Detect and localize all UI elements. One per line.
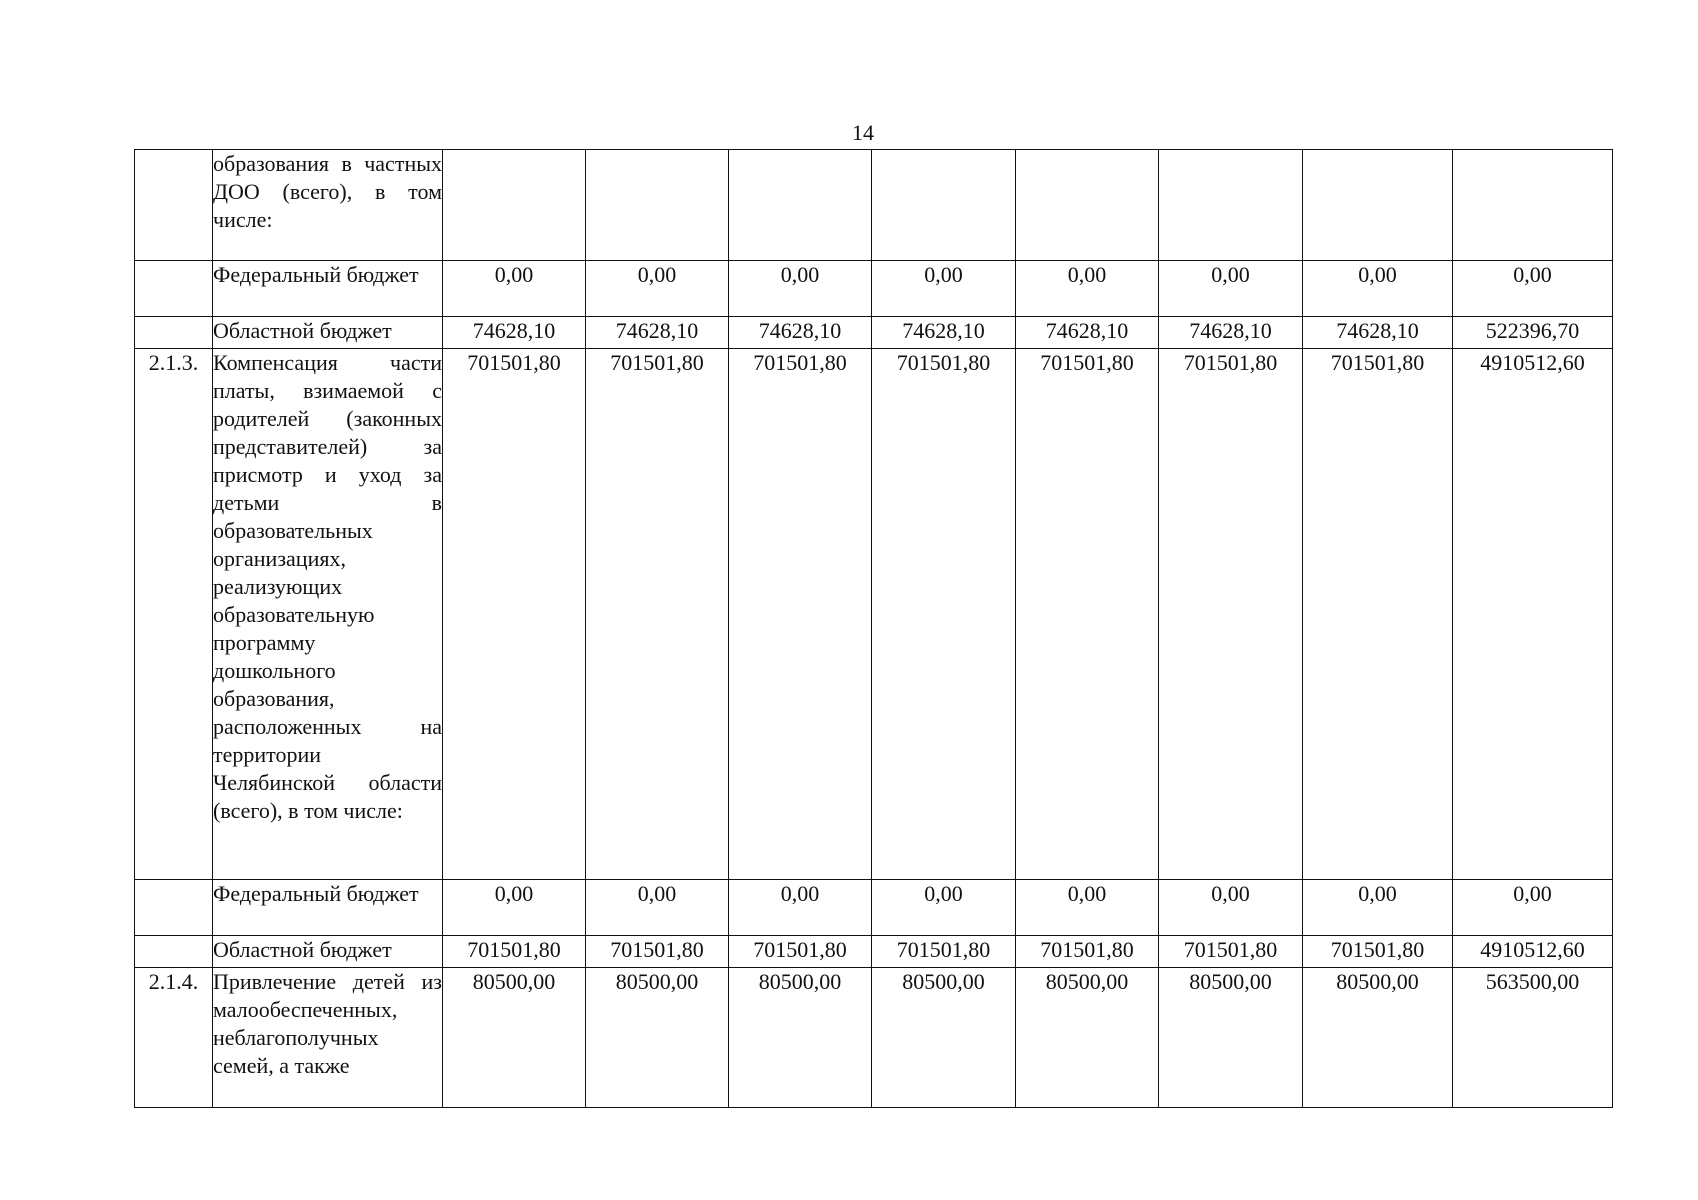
value-cell: 80500,00 [1159, 968, 1303, 1108]
value-cell: 0,00 [586, 261, 729, 317]
value-cell: 80500,00 [1016, 968, 1159, 1108]
value-cell: 80500,00 [443, 968, 586, 1108]
row-description-text: Областной бюджет [213, 937, 392, 962]
row-description-cell [213, 317, 443, 349]
value-cell: 74628,10 [1303, 317, 1453, 349]
value-cell: 701501,80 [1303, 936, 1453, 968]
value-cell: 0,00 [1159, 880, 1303, 936]
value-cell: 80500,00 [872, 968, 1016, 1108]
value-cell: 0,00 [1303, 880, 1453, 936]
row-description-cell [213, 968, 443, 1108]
value-cell: 74628,10 [729, 317, 872, 349]
table-row [135, 880, 1613, 936]
row-code-cell [135, 880, 213, 936]
value-cell: 0,00 [586, 880, 729, 936]
page-number: 14 [852, 120, 874, 145]
table-row [135, 936, 1613, 968]
value-cell: 0,00 [1016, 880, 1159, 936]
value-cell: 0,00 [443, 261, 586, 317]
value-cell [443, 150, 586, 261]
budget-table [134, 149, 1613, 1108]
value-cell [1453, 150, 1613, 261]
row-description-cell [213, 150, 443, 261]
row-description-cell [213, 349, 443, 880]
row-description-text: Федеральный бюджет [213, 262, 419, 287]
value-cell: 80500,00 [586, 968, 729, 1108]
value-cell: 74628,10 [1159, 317, 1303, 349]
table-row [135, 968, 1613, 1108]
row-code-cell: 2.1.3. [135, 349, 213, 880]
table-row [135, 150, 1613, 261]
value-cell [872, 150, 1016, 261]
table-body [135, 150, 1613, 1108]
value-cell: 74628,10 [872, 317, 1016, 349]
value-cell: 701501,80 [1016, 349, 1159, 880]
row-code-cell [135, 936, 213, 968]
value-cell: 0,00 [729, 880, 872, 936]
row-description-text: Привлечение детей из малообеспеченных, неблагополучных семей, а также [213, 969, 442, 1078]
value-cell: 74628,10 [586, 317, 729, 349]
row-code-cell [135, 261, 213, 317]
row-description-text: Компенсация части платы, взимаемой с родителей (законных представителей) за присмотр и уход за детьми в образовательных организациях, реализующих образовательную программу дошкольного образования, расположенных на территории Челябинской области (всего), в том числе: [213, 350, 442, 823]
row-description-text: образования в частных ДОО (всего), в том числе: [213, 151, 442, 232]
value-cell: 0,00 [872, 261, 1016, 317]
value-cell [1016, 150, 1159, 261]
row-description-text: Федеральный бюджет [213, 881, 419, 906]
value-cell: 0,00 [443, 880, 586, 936]
row-description-cell [213, 261, 443, 317]
value-cell: 701501,80 [872, 349, 1016, 880]
value-cell [586, 150, 729, 261]
row-description-cell [213, 880, 443, 936]
row-code-cell [135, 317, 213, 349]
value-cell: 0,00 [872, 880, 1016, 936]
value-cell [1159, 150, 1303, 261]
value-cell: 701501,80 [729, 936, 872, 968]
value-cell: 701501,80 [1016, 936, 1159, 968]
value-cell [729, 150, 872, 261]
value-cell [1303, 150, 1453, 261]
value-cell: 74628,10 [443, 317, 586, 349]
value-cell: 522396,70 [1453, 317, 1613, 349]
value-cell: 0,00 [1016, 261, 1159, 317]
value-cell: 563500,00 [1453, 968, 1613, 1108]
value-cell: 0,00 [1453, 261, 1613, 317]
value-cell: 701501,80 [586, 936, 729, 968]
value-cell: 701501,80 [443, 936, 586, 968]
value-cell: 0,00 [729, 261, 872, 317]
value-cell: 701501,80 [1303, 349, 1453, 880]
value-cell: 701501,80 [1159, 349, 1303, 880]
value-cell: 4910512,60 [1453, 349, 1613, 880]
value-cell: 74628,10 [1016, 317, 1159, 349]
row-code-cell [135, 150, 213, 261]
value-cell: 701501,80 [729, 349, 872, 880]
table-row [135, 261, 1613, 317]
value-cell: 0,00 [1159, 261, 1303, 317]
value-cell: 701501,80 [443, 349, 586, 880]
value-cell: 0,00 [1453, 880, 1613, 936]
row-description-text: Областной бюджет [213, 318, 392, 343]
table-row [135, 349, 1613, 880]
table-row [135, 317, 1613, 349]
value-cell: 4910512,60 [1453, 936, 1613, 968]
value-cell: 701501,80 [586, 349, 729, 880]
value-cell: 0,00 [1303, 261, 1453, 317]
value-cell: 701501,80 [872, 936, 1016, 968]
row-code-cell: 2.1.4. [135, 968, 213, 1108]
value-cell: 80500,00 [1303, 968, 1453, 1108]
value-cell: 80500,00 [729, 968, 872, 1108]
value-cell: 701501,80 [1159, 936, 1303, 968]
row-description-cell [213, 936, 443, 968]
